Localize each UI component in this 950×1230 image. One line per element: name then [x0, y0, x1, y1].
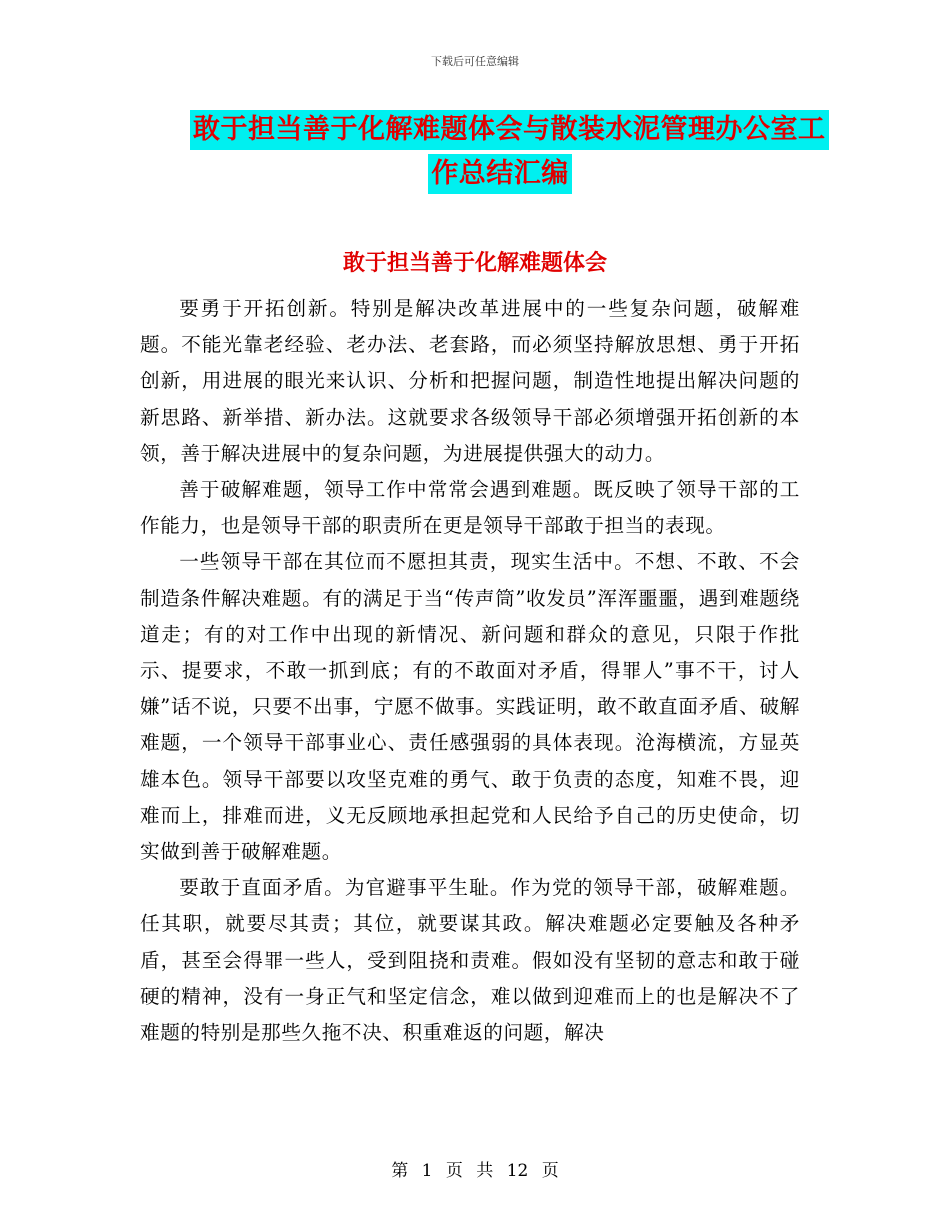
document-title: [190, 108, 826, 196]
page-footer: 第 1 页 共 12 页: [391, 1161, 559, 1181]
title-line-1: 敢于担当善于化解难题体会与散装水泥管理办公室工: [190, 110, 829, 150]
header-note: 下载后可任意编辑: [431, 55, 519, 68]
paragraph: 要勇于开拓创新。特别是解决改革进展中的一些复杂问题，破解难题。不能光靠老经验、老办法、老套路，而必须坚持解放思想、勇于开拓创新，用进展的眼光来认识、分析和把握问题，制造性地提出解决问题的新思路、新举措、新办法。这就要求各级领导干部必须增强开拓创新的本领，善于解决进展中的复杂问题，为进展提供强大的动力。: [140, 297, 800, 465]
title-line-2: 作总结汇编: [428, 154, 572, 194]
section-title: 敢于担当善于化解难题体会: [342, 250, 607, 276]
paragraph: 善于破解难题，领导工作中常常会遇到难题。既反映了领导干部的工作能力，也是领导干部的职责所在更是领导干部敢于担当的表现。: [140, 478, 800, 538]
paragraph: 要敢于直面矛盾。为官避事平生耻。作为党的领导干部，破解难题。任其职，就要尽其责；其位，就要谋其政。解决难题必定要触及各种矛盾，甚至会得罪一些人，受到阻挠和责难。假如没有坚韧的意志和敢于碰硬的精神，没有一身正气和坚定信念，难以做到迎难而上的也是解决不了难题的特别是那些久拖不决、积重难返的问题，解决: [140, 876, 800, 1045]
body-text: [140, 291, 800, 1051]
paragraph: 一些领导干部在其位而不愿担其责，现实生活中。不想、不敢、不会制造条件解决难题。有的满足于当“传声筒”收发员”浑浑噩噩，遇到难题绕道走；有的对工作中出现的新情况、新问题和群众的意见，只限于作批示、提要求，不敢一抓到底；有的不敢面对矛盾，得罪人”事不干，讨人嫌”话不说，只要不出事，宁愿不做事。实践证明，敢不敢直面矛盾、破解难题，一个领导干部事业心、责任感强弱的具体表现。沧海横流，方显英雄本色。领导干部要以攻坚克难的勇气、敢于负责的态度，知难不畏，迎难而上，排难而进，义无反顾地承担起党和人民给予自己的历史使命，切实做到善于破解难题。: [140, 550, 800, 864]
